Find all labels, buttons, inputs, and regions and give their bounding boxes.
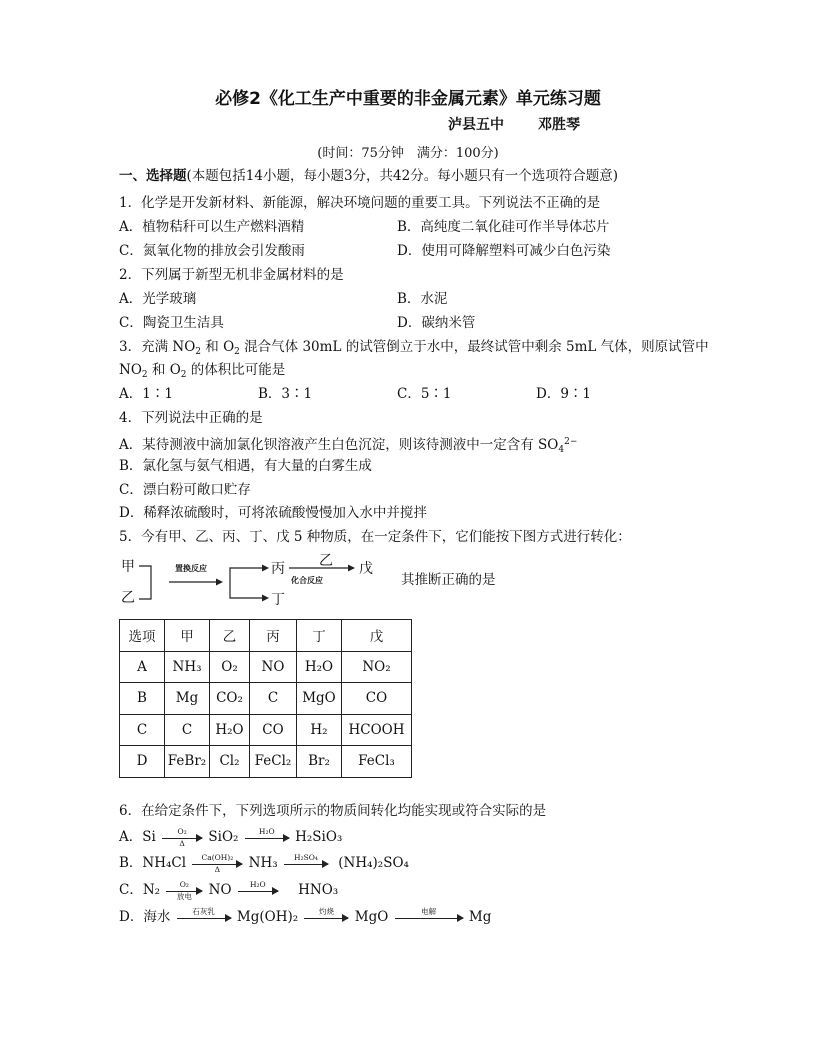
scheme-bing: 丙: [271, 561, 285, 577]
section-label: 一、选择题: [119, 168, 187, 184]
q2-stem: 2．下列属于新型无机非金属材料的是: [119, 267, 344, 283]
reaction-scheme: [119, 553, 419, 608]
table-cell: 丁: [297, 620, 342, 652]
table-row: [120, 651, 412, 683]
q3-option-d: D．9∶1: [536, 386, 592, 402]
subscript: 2: [141, 370, 148, 380]
page-title: 必修2《化工生产中重要的非金属元素》单元练习题: [215, 89, 601, 109]
table-cell: HCOOH: [342, 714, 412, 746]
q3-text: 3．充满 NO: [119, 339, 196, 355]
q6-option-c: [119, 880, 338, 901]
arrow-condition: 灼烧: [318, 906, 334, 916]
q2-option-c: C．陶瓷卫生洁具: [119, 315, 224, 331]
q3-option-b: B．3∶1: [258, 386, 313, 402]
table-cell: CO: [250, 714, 297, 746]
table-cell: Br₂: [297, 746, 342, 778]
table-cell: H₂O: [297, 651, 342, 683]
subscript: 4: [558, 445, 565, 455]
q6-d-mid1: Mg(OH)₂: [236, 909, 299, 925]
q5-infer-text: 其推断正确的是: [401, 572, 496, 588]
scheme-jia: 甲: [121, 559, 135, 575]
table-cell: MgO: [297, 683, 342, 715]
q1-option-a: A．植物秸秆可以生产燃料酒精: [119, 219, 305, 235]
q6-b-end: (NH₄)₂SO₄: [338, 855, 409, 871]
q4-option-d: D．稀释浓硫酸时，可将浓硫酸慢慢加入水中并搅拌: [119, 505, 427, 521]
q2-option-b: B．水泥: [397, 291, 448, 307]
q5-table: [119, 619, 412, 778]
table-cell: B: [120, 683, 165, 715]
q6-b-mid: NH₃: [248, 855, 278, 871]
q3-stem-line2: [119, 360, 285, 385]
section-heading: [119, 166, 618, 186]
superscript: 2−: [564, 437, 578, 447]
q3-text: 的体积比可能是: [186, 362, 286, 378]
reaction-arrow: [192, 854, 242, 874]
arrow-condition: 电解: [421, 906, 437, 916]
q6-c-mid: NO: [208, 882, 232, 898]
q6-option-a: [119, 827, 342, 848]
table-cell: Mg: [165, 683, 210, 715]
author-name: 邓胜琴: [538, 117, 580, 133]
author-line: [448, 114, 580, 134]
q5-table-body: [120, 620, 412, 778]
table-cell: 乙: [210, 620, 250, 652]
table-cell: C: [165, 714, 210, 746]
q3-option-a: A．1∶1: [119, 386, 173, 402]
q6-a-start: A．Si: [119, 829, 156, 845]
q6-c-end: HNO₃: [298, 882, 339, 898]
reaction-arrow: [166, 881, 202, 901]
arrow-condition: Ca(OH)₂: [201, 852, 234, 862]
scheme-yi: 乙: [121, 590, 135, 606]
table-cell: 戊: [342, 620, 412, 652]
arrow-condition: H₂SO₄: [294, 852, 318, 862]
arrow-condition: 放电: [176, 891, 192, 901]
table-cell: NO: [250, 651, 297, 683]
table-row: [120, 714, 412, 746]
reaction-arrow: [238, 881, 278, 901]
q3-text: NO: [119, 362, 142, 378]
table-cell: NO₂: [342, 651, 412, 683]
q4-option-a-text: A．某待测液中滴加氯化钡溶液产生白色沉淀，则该待测液中一定含有 SO: [119, 437, 559, 453]
arrow-condition: H₂O: [258, 826, 275, 836]
q5-stem: 5．今有甲、乙、丙、丁、戊 5 种物质，在一定条件下，它们能按下图方式进行转化：: [119, 529, 631, 545]
q4-option-c: C．漂白粉可敞口贮存: [119, 482, 251, 498]
arrow-condition: O₂: [179, 879, 189, 889]
reaction-arrow: [304, 908, 348, 928]
table-cell: H₂: [297, 714, 342, 746]
arrow-condition: Δ: [179, 838, 185, 848]
q1-stem: 1．化学是开发新材料、新能源，解决环境问题的重要工具。下列说法不正确的是: [119, 195, 601, 211]
scheme-wu: 戊: [359, 561, 373, 577]
arrow-condition: 石灰乳: [192, 906, 215, 916]
section-desc: (本题包括14小题，每小题3分，共42分。每小题只有一个选项符合题意): [186, 168, 618, 184]
table-cell: FeCl₃: [342, 746, 412, 778]
q6-a-end: H₂SiO₃: [295, 829, 343, 845]
q2-option-a: A．光学玻璃: [119, 291, 197, 307]
table-cell: Cl₂: [210, 746, 250, 778]
q6-option-b: [119, 853, 409, 874]
q4-stem: 4．下列说法中正确的是: [119, 410, 263, 426]
arrow-condition: Δ: [214, 864, 221, 874]
reaction-arrow: [284, 854, 328, 874]
arrow-condition: O₂: [177, 826, 187, 836]
q3-text: 和 O: [201, 339, 235, 355]
q6-b-start: B．NH₄Cl: [119, 855, 187, 871]
reaction-arrow: [162, 828, 202, 848]
subscript: 2: [234, 347, 240, 357]
table-cell: A: [120, 651, 165, 683]
table-cell: CO: [342, 683, 412, 715]
q3-option-c: C．5∶1: [397, 386, 452, 402]
q1-option-b: B．高纯度二氧化硅可作半导体芯片: [397, 219, 610, 235]
q6-option-d: [119, 907, 491, 928]
q6-d-end: Mg: [468, 909, 492, 925]
time-info: (时间：75分钟 满分：100分): [317, 146, 499, 161]
q3-stem-line1: [119, 337, 709, 362]
table-row: [120, 746, 412, 778]
table-cell: NH₃: [165, 651, 210, 683]
table-cell: FeCl₂: [250, 746, 297, 778]
arrow-condition: H₂O: [249, 879, 266, 889]
q6-d-mid2: MgO: [354, 909, 389, 925]
scheme-yi-reagent: 乙: [319, 553, 333, 569]
q6-stem: 6．在给定条件下，下列选项所示的物质间转化均能实现或符合实际的是: [119, 803, 547, 819]
q4-option-b: B．氯化氢与氨气相遇，有大量的白雾生成: [119, 458, 372, 474]
q6-a-mid: SiO₂: [208, 829, 239, 845]
table-row: [120, 620, 412, 652]
scheme-lines: [119, 556, 419, 608]
table-row: [120, 683, 412, 715]
subscript: 2: [195, 347, 201, 357]
q6-d-start: D．海水: [119, 909, 171, 925]
table-cell: CO₂: [210, 683, 250, 715]
scheme-label-substitution: 置换反应: [175, 564, 207, 573]
table-cell: O₂: [210, 651, 250, 683]
table-cell: H₂O: [210, 714, 250, 746]
table-cell: 选项: [120, 620, 165, 652]
reaction-arrow: [177, 908, 231, 928]
reaction-arrow: [395, 908, 463, 928]
author-school: 泸县五中: [448, 117, 504, 133]
table-cell: C: [250, 683, 297, 715]
q6-c-start: C．N₂: [119, 882, 161, 898]
scheme-label-combination: 化合反应: [291, 576, 323, 585]
q3-text: 混合气体 30mL 的试管倒立于水中，最终试管中剩余 5mL 气体，则原试管中: [239, 339, 709, 355]
q1-option-d: D．使用可降解塑料可减少白色污染: [397, 243, 611, 259]
table-cell: C: [120, 714, 165, 746]
table-cell: FeBr₂: [165, 746, 210, 778]
table-cell: 丙: [250, 620, 297, 652]
subscript: 2: [180, 370, 187, 380]
scheme-ding: 丁: [271, 592, 285, 608]
reaction-arrow: [245, 828, 289, 848]
q2-option-d: D．碳纳米管: [397, 315, 476, 331]
q1-option-c: C．氮氧化物的排放会引发酸雨: [119, 243, 305, 259]
q3-text: 和 O: [147, 362, 181, 378]
table-cell: D: [120, 746, 165, 778]
table-cell: 甲: [165, 620, 210, 652]
